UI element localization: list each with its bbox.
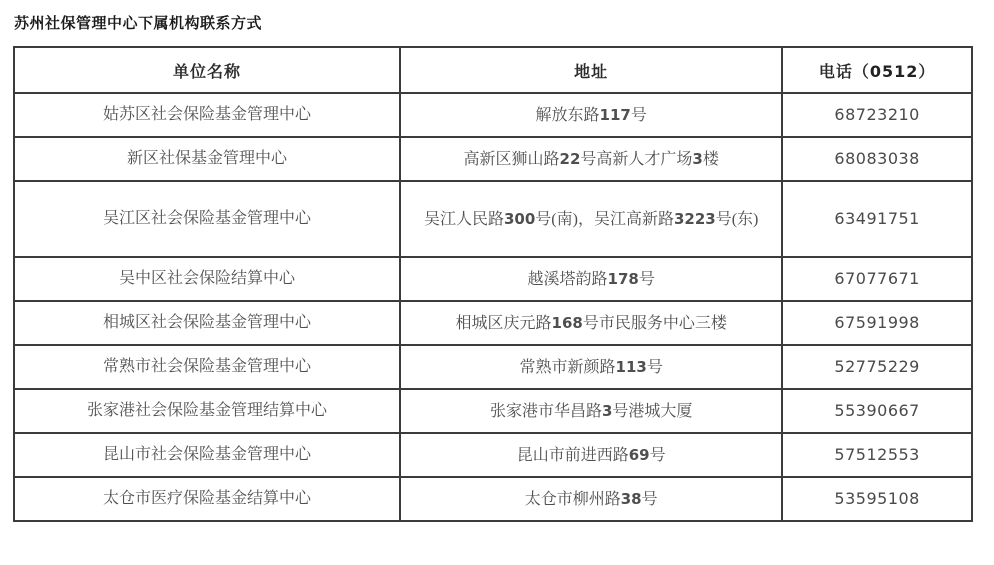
phone-cell: 57512553 bbox=[782, 433, 972, 477]
header-address: 地址 bbox=[400, 47, 782, 93]
address-cell: 解放东路117号 bbox=[400, 93, 782, 137]
address-cell: 越溪塔韵路178号 bbox=[400, 257, 782, 301]
phone-cell: 53595108 bbox=[782, 477, 972, 521]
phone-cell: 68083038 bbox=[782, 137, 972, 181]
unit-name-cell: 新区社保基金管理中心 bbox=[14, 137, 400, 181]
unit-name-cell: 吴中区社会保险结算中心 bbox=[14, 257, 400, 301]
table-row bbox=[14, 345, 972, 389]
address-cell: 相城区庆元路168号市民服务中心三楼 bbox=[400, 301, 782, 345]
table-row bbox=[14, 477, 972, 521]
unit-name-cell: 太仓市医疗保险基金结算中心 bbox=[14, 477, 400, 521]
header-unit-name: 单位名称 bbox=[14, 47, 400, 93]
unit-name-cell: 张家港社会保险基金管理结算中心 bbox=[14, 389, 400, 433]
address-cell: 吴江人民路300号(南)，吴江高新路3223号(东) bbox=[400, 181, 782, 257]
table-header bbox=[14, 47, 972, 93]
header-row bbox=[14, 47, 972, 93]
numeric-text: 0512 bbox=[869, 61, 919, 81]
numeric-text: 168 bbox=[551, 313, 583, 332]
numeric-text: 300 bbox=[503, 209, 536, 228]
unit-name-cell: 吴江区社会保险基金管理中心 bbox=[14, 181, 400, 257]
table-row bbox=[14, 93, 972, 137]
table-row bbox=[14, 257, 972, 301]
address-cell: 张家港市华昌路3号港城大厦 bbox=[400, 389, 782, 433]
numeric-text: 178 bbox=[607, 269, 639, 288]
numeric-text: 3223 bbox=[673, 209, 716, 228]
contact-table bbox=[13, 46, 973, 522]
table-row bbox=[14, 181, 972, 257]
phone-cell: 63491751 bbox=[782, 181, 972, 257]
page-title: 苏州社保管理中心下属机构联系方式 bbox=[14, 16, 263, 32]
table-row bbox=[14, 433, 972, 477]
numeric-text: 117 bbox=[599, 105, 631, 124]
numeric-text: 3 bbox=[601, 401, 613, 420]
table-body bbox=[14, 93, 972, 521]
unit-name-cell: 相城区社会保险基金管理中心 bbox=[14, 301, 400, 345]
table-row bbox=[14, 301, 972, 345]
table-row bbox=[14, 137, 972, 181]
phone-cell: 52775229 bbox=[782, 345, 972, 389]
address-cell: 常熟市新颜路113号 bbox=[400, 345, 782, 389]
phone-cell: 55390667 bbox=[782, 389, 972, 433]
address-cell: 高新区狮山路22号高新人才广场3楼 bbox=[400, 137, 782, 181]
address-cell: 昆山市前进西路69号 bbox=[400, 433, 782, 477]
address-cell: 太仓市柳州路38号 bbox=[400, 477, 782, 521]
header-phone: 电话（0512） bbox=[782, 47, 972, 93]
phone-cell: 67591998 bbox=[782, 301, 972, 345]
table-row bbox=[14, 389, 972, 433]
unit-name-cell: 姑苏区社会保险基金管理中心 bbox=[14, 93, 400, 137]
numeric-text: 3 bbox=[692, 149, 703, 168]
phone-cell: 67077671 bbox=[782, 257, 972, 301]
numeric-text: 69 bbox=[628, 445, 650, 464]
numeric-text: 113 bbox=[615, 357, 647, 376]
unit-name-cell: 常熟市社会保险基金管理中心 bbox=[14, 345, 400, 389]
unit-name-cell: 昆山市社会保险基金管理中心 bbox=[14, 433, 400, 477]
phone-cell: 68723210 bbox=[782, 93, 972, 137]
numeric-text: 22 bbox=[559, 149, 581, 168]
numeric-text: 38 bbox=[620, 489, 642, 508]
